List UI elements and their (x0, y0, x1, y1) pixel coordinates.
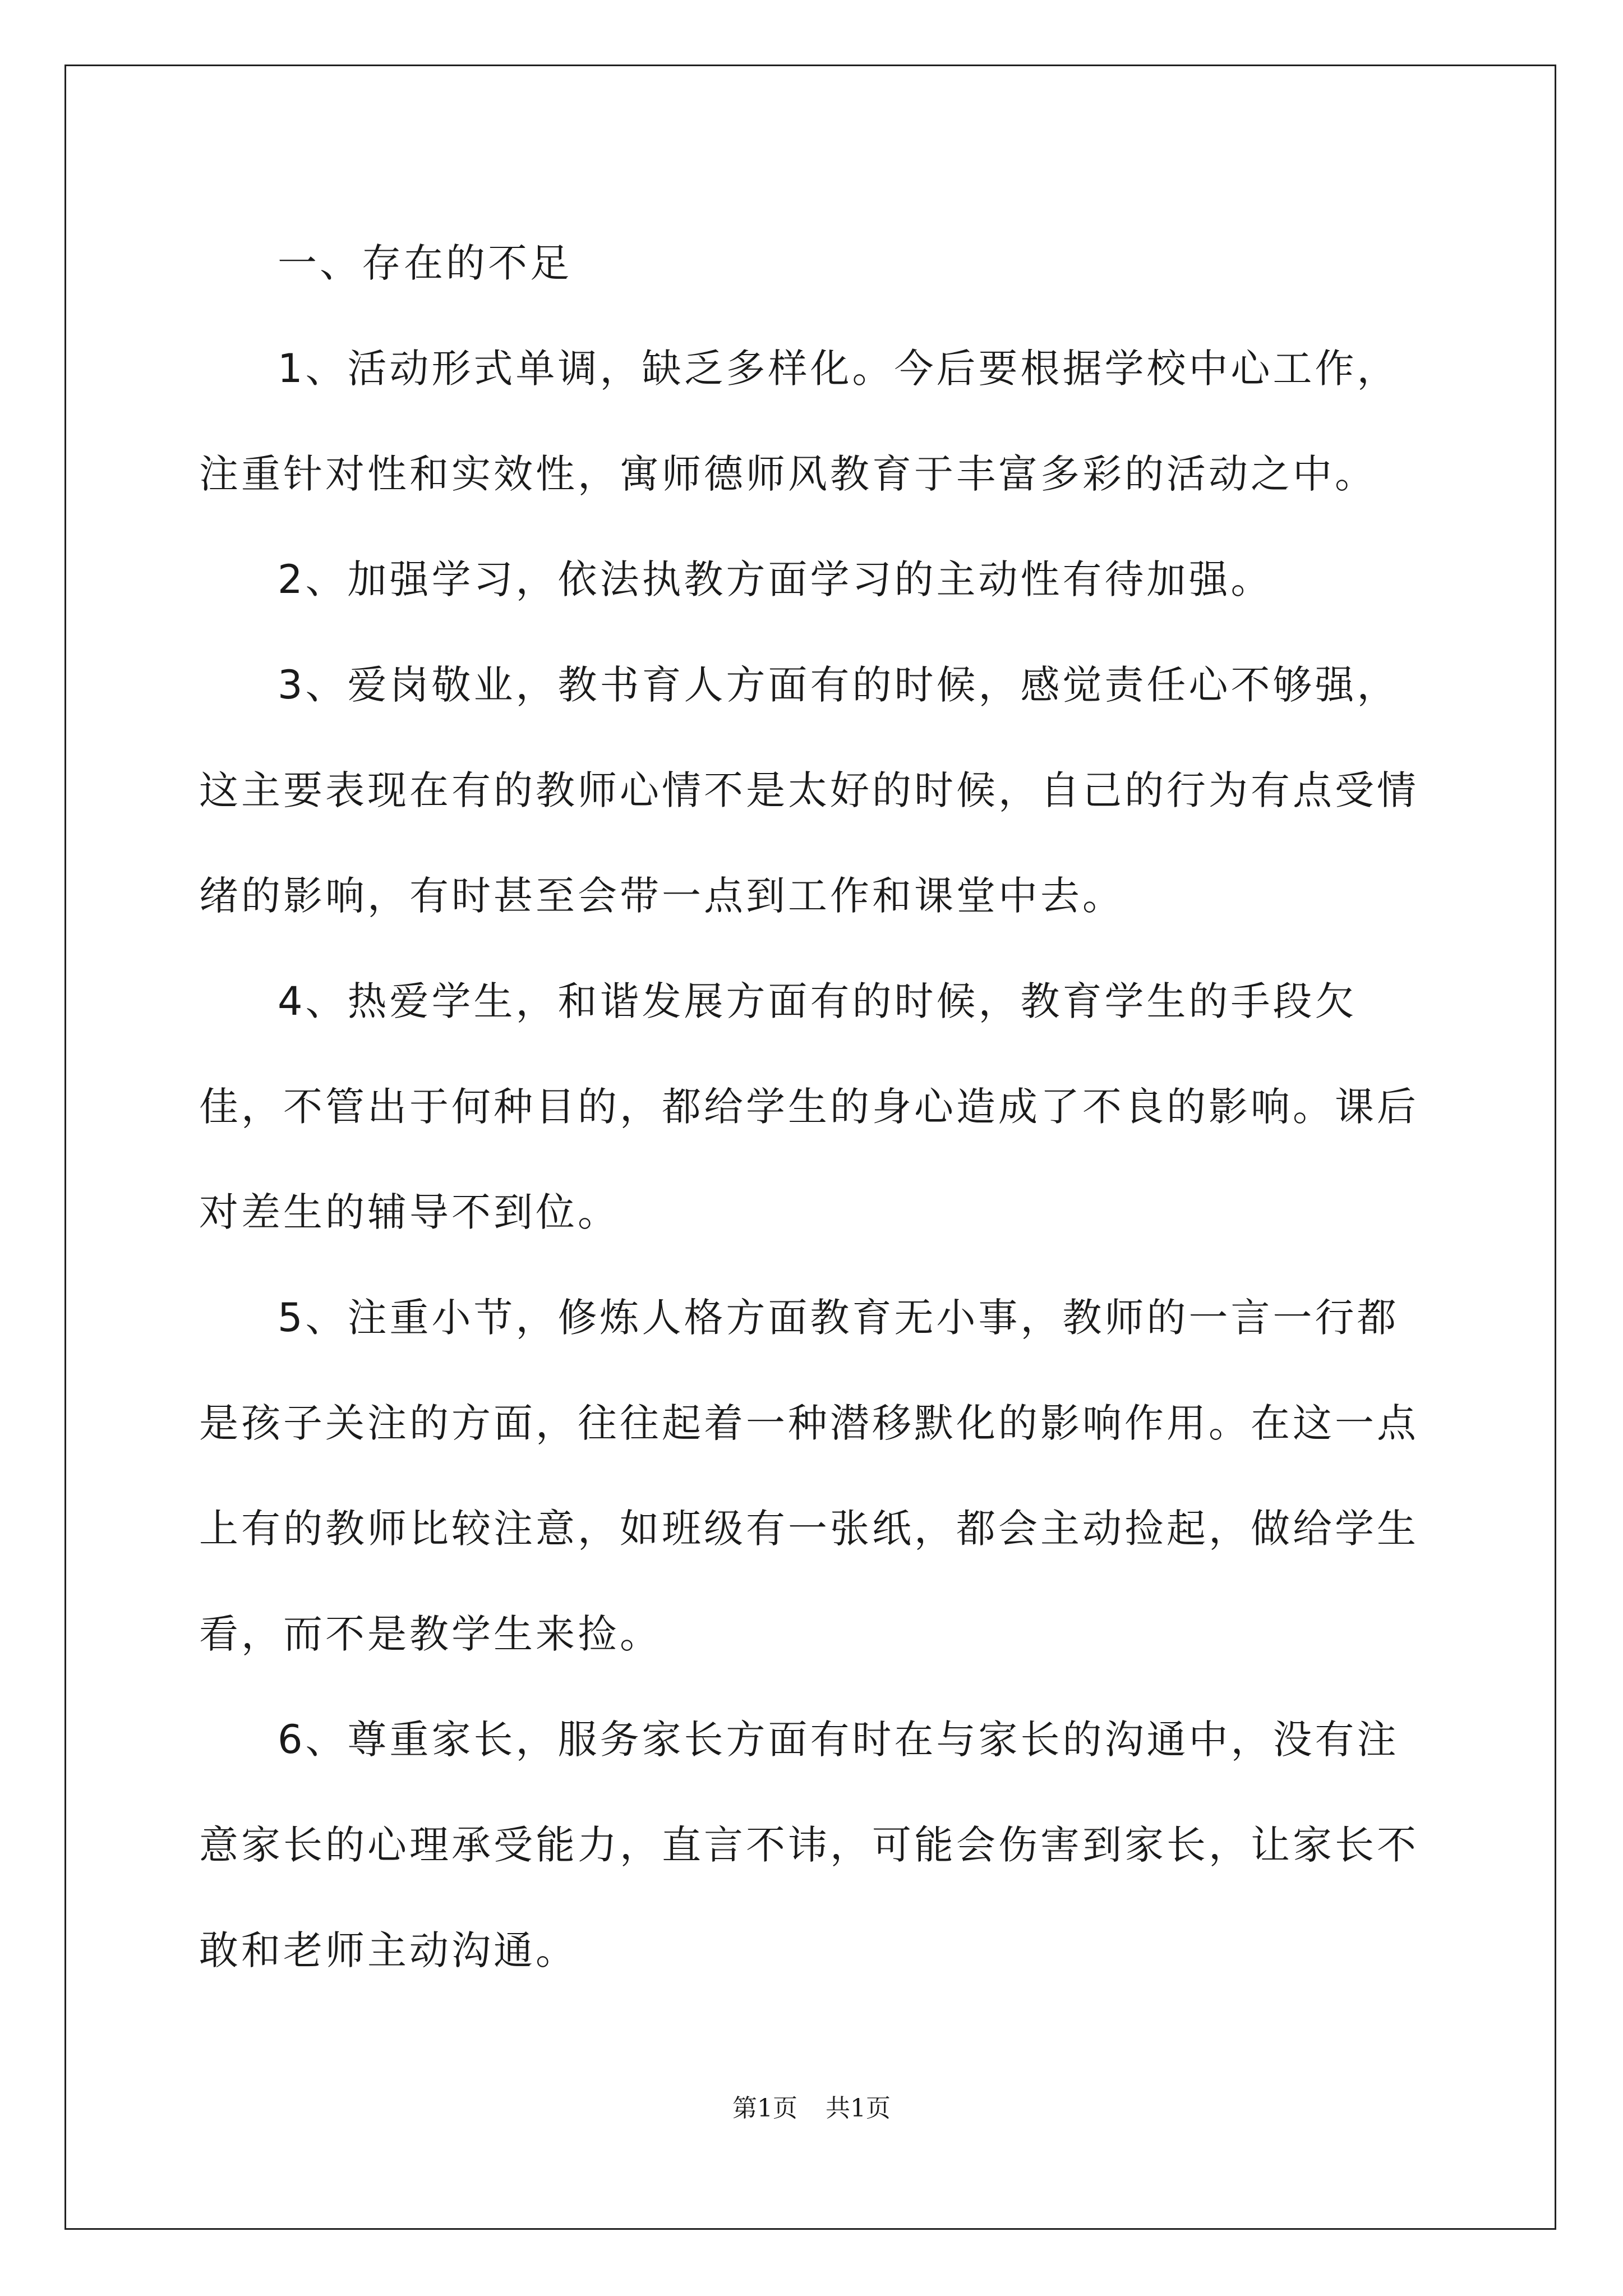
section-heading: 一、存在的不足 (278, 240, 572, 286)
paragraph-5: 5、注重小节，修炼人格方面教育无小事，教师的一言一行都是孩子关注的方面，往往起着一种潜移默化的影响作用。在这一点上有的教师比较注意，如班级有一张纸，都会主动捡起，做给学生看，而不是教学生来捡。 (199, 1295, 1419, 1657)
page-footer (0, 2088, 1623, 2124)
document-body (199, 210, 1433, 2003)
paragraph-1: 1、活动形式单调，缺乏多样化。今后要根据学校中心工作，注重针对性和实效性，寓师德师风教育于丰富多彩的活动之中。 (199, 346, 1399, 497)
paragraph-3: 3、爱岗敬业，教书育人方面有的时候，感觉责任心不够强，这主要表现在有的教师心情不是太好的时候，自己的行为有点受情绪的影响，有时甚至会带一点到工作和课堂中去。 (199, 662, 1419, 919)
page-number: 第1页 (732, 2094, 797, 2123)
paragraph-2: 2、加强学习，依法执教方面学习的主动性有待加强。 (278, 556, 1273, 602)
paragraph-6: 6、尊重家长，服务家长方面有时在与家长的沟通中，没有注意家长的心理承受能力，直言不讳，可能会伤害到家长，让家长不敢和老师主动沟通。 (199, 1717, 1419, 1973)
paragraph-4: 4、热爱学生，和谐发展方面有的时候，教育学生的手段欠佳，不管出于何种目的，都给学生的身心造成了不良的影响。课后对差生的辅导不到位。 (199, 978, 1419, 1235)
page-total: 共1页 (826, 2094, 891, 2123)
